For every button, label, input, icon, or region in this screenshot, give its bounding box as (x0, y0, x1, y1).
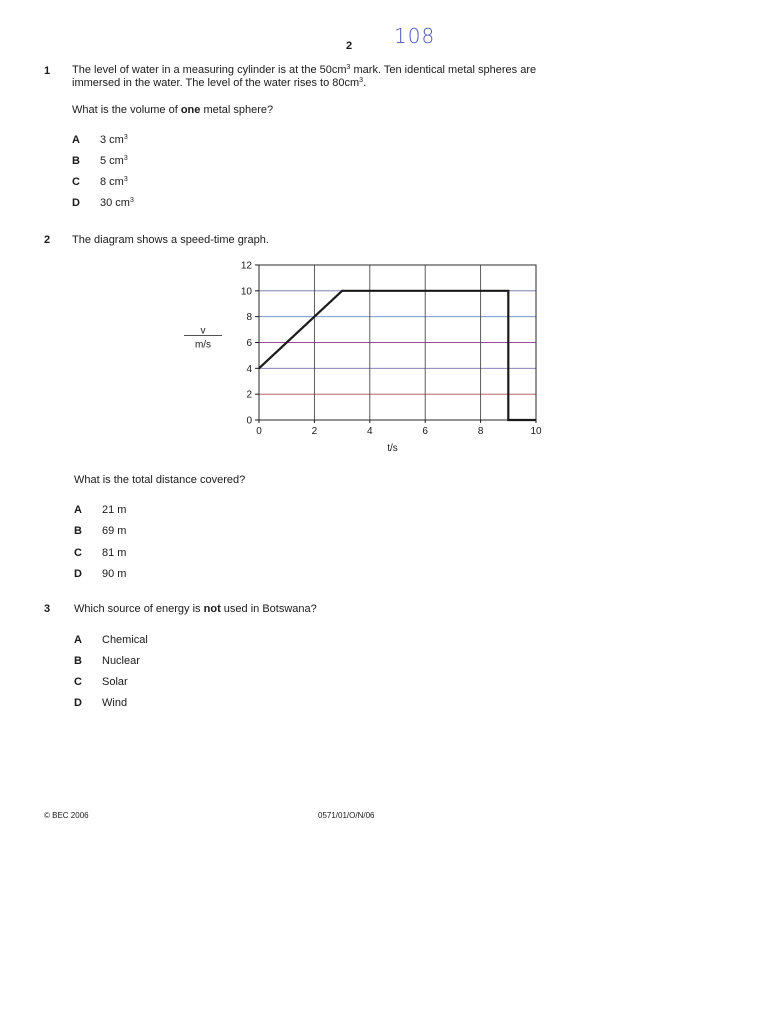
page-number: 2 (346, 40, 353, 52)
question-1-option-a: A 3 $cm^3$ (72, 134, 128, 146)
question-1-option-d: D 30 $cm^3$ (72, 197, 134, 209)
question-1-number: 1 (44, 65, 51, 77)
question-3-option-a: A Chemical (74, 634, 148, 646)
y-tick-label: 2 (246, 389, 252, 401)
question-3-prompt: Which source of energy is not used in Botswana? (74, 603, 317, 615)
question-1-line-1: The level of water in a measuring cylinder is at the $50cm^3$ mark. Ten identical metal spheres are (72, 64, 537, 76)
question-1-text (72, 64, 692, 90)
question-1-prompt: What is the volume of one metal sphere? (72, 104, 274, 116)
question-3-number: 3 (44, 603, 51, 615)
y-tick-label: 10 (240, 286, 252, 298)
x-tick-label: 4 (367, 426, 373, 437)
speed-line (259, 291, 536, 420)
graph-ticks (241, 261, 542, 438)
question-2-option-d: D 90 m (74, 568, 127, 580)
question-3-option-c: C Solar (74, 676, 128, 688)
question-2-number: 2 (44, 234, 51, 246)
y-tick-label: 12 (240, 260, 252, 272)
x-tick-label: 2 (311, 426, 318, 437)
question-1-option-c: C 8 $cm^3$ (72, 176, 128, 188)
y-axis-label-numerator: v (200, 325, 206, 337)
y-tick-label: 0 (246, 415, 252, 427)
graph-grid (259, 265, 536, 420)
x-tick-label: 0 (256, 426, 262, 437)
question-2-option-c: C 81 m (74, 547, 127, 559)
question-2-option-a: A 21 m (74, 504, 127, 516)
y-tick-label: 4 (246, 363, 252, 375)
footer-paper-code: 0571/01/O/N/06 (318, 811, 375, 820)
y-tick-label: 8 (246, 312, 252, 324)
y-tick-label: 6 (246, 338, 252, 349)
speed-time-graph (170, 255, 570, 460)
question-2-text: The diagram shows a speed-time graph. (72, 234, 269, 246)
question-1-line-2: immersed in the water. The level of the water rises to $80cm^3$. (72, 77, 367, 89)
question-2-prompt: What is the total distance covered? (74, 474, 246, 486)
x-axis-label: t/s (387, 443, 398, 454)
question-2-option-b: B 69 m (74, 525, 127, 537)
y-axis-label-denominator: m/s (194, 339, 212, 351)
x-tick-label: 10 (530, 426, 542, 437)
question-3-option-b: B Nuclear (74, 655, 140, 667)
question-1-option-b: B 5 $cm^3$ (72, 155, 128, 167)
x-tick-label: 6 (422, 426, 428, 437)
x-tick-label: 8 (477, 426, 484, 437)
question-3-option-d: D Wind (74, 697, 128, 709)
handwritten-note: 108 (394, 24, 436, 48)
footer-copyright: © BEC 2006 (44, 811, 89, 820)
